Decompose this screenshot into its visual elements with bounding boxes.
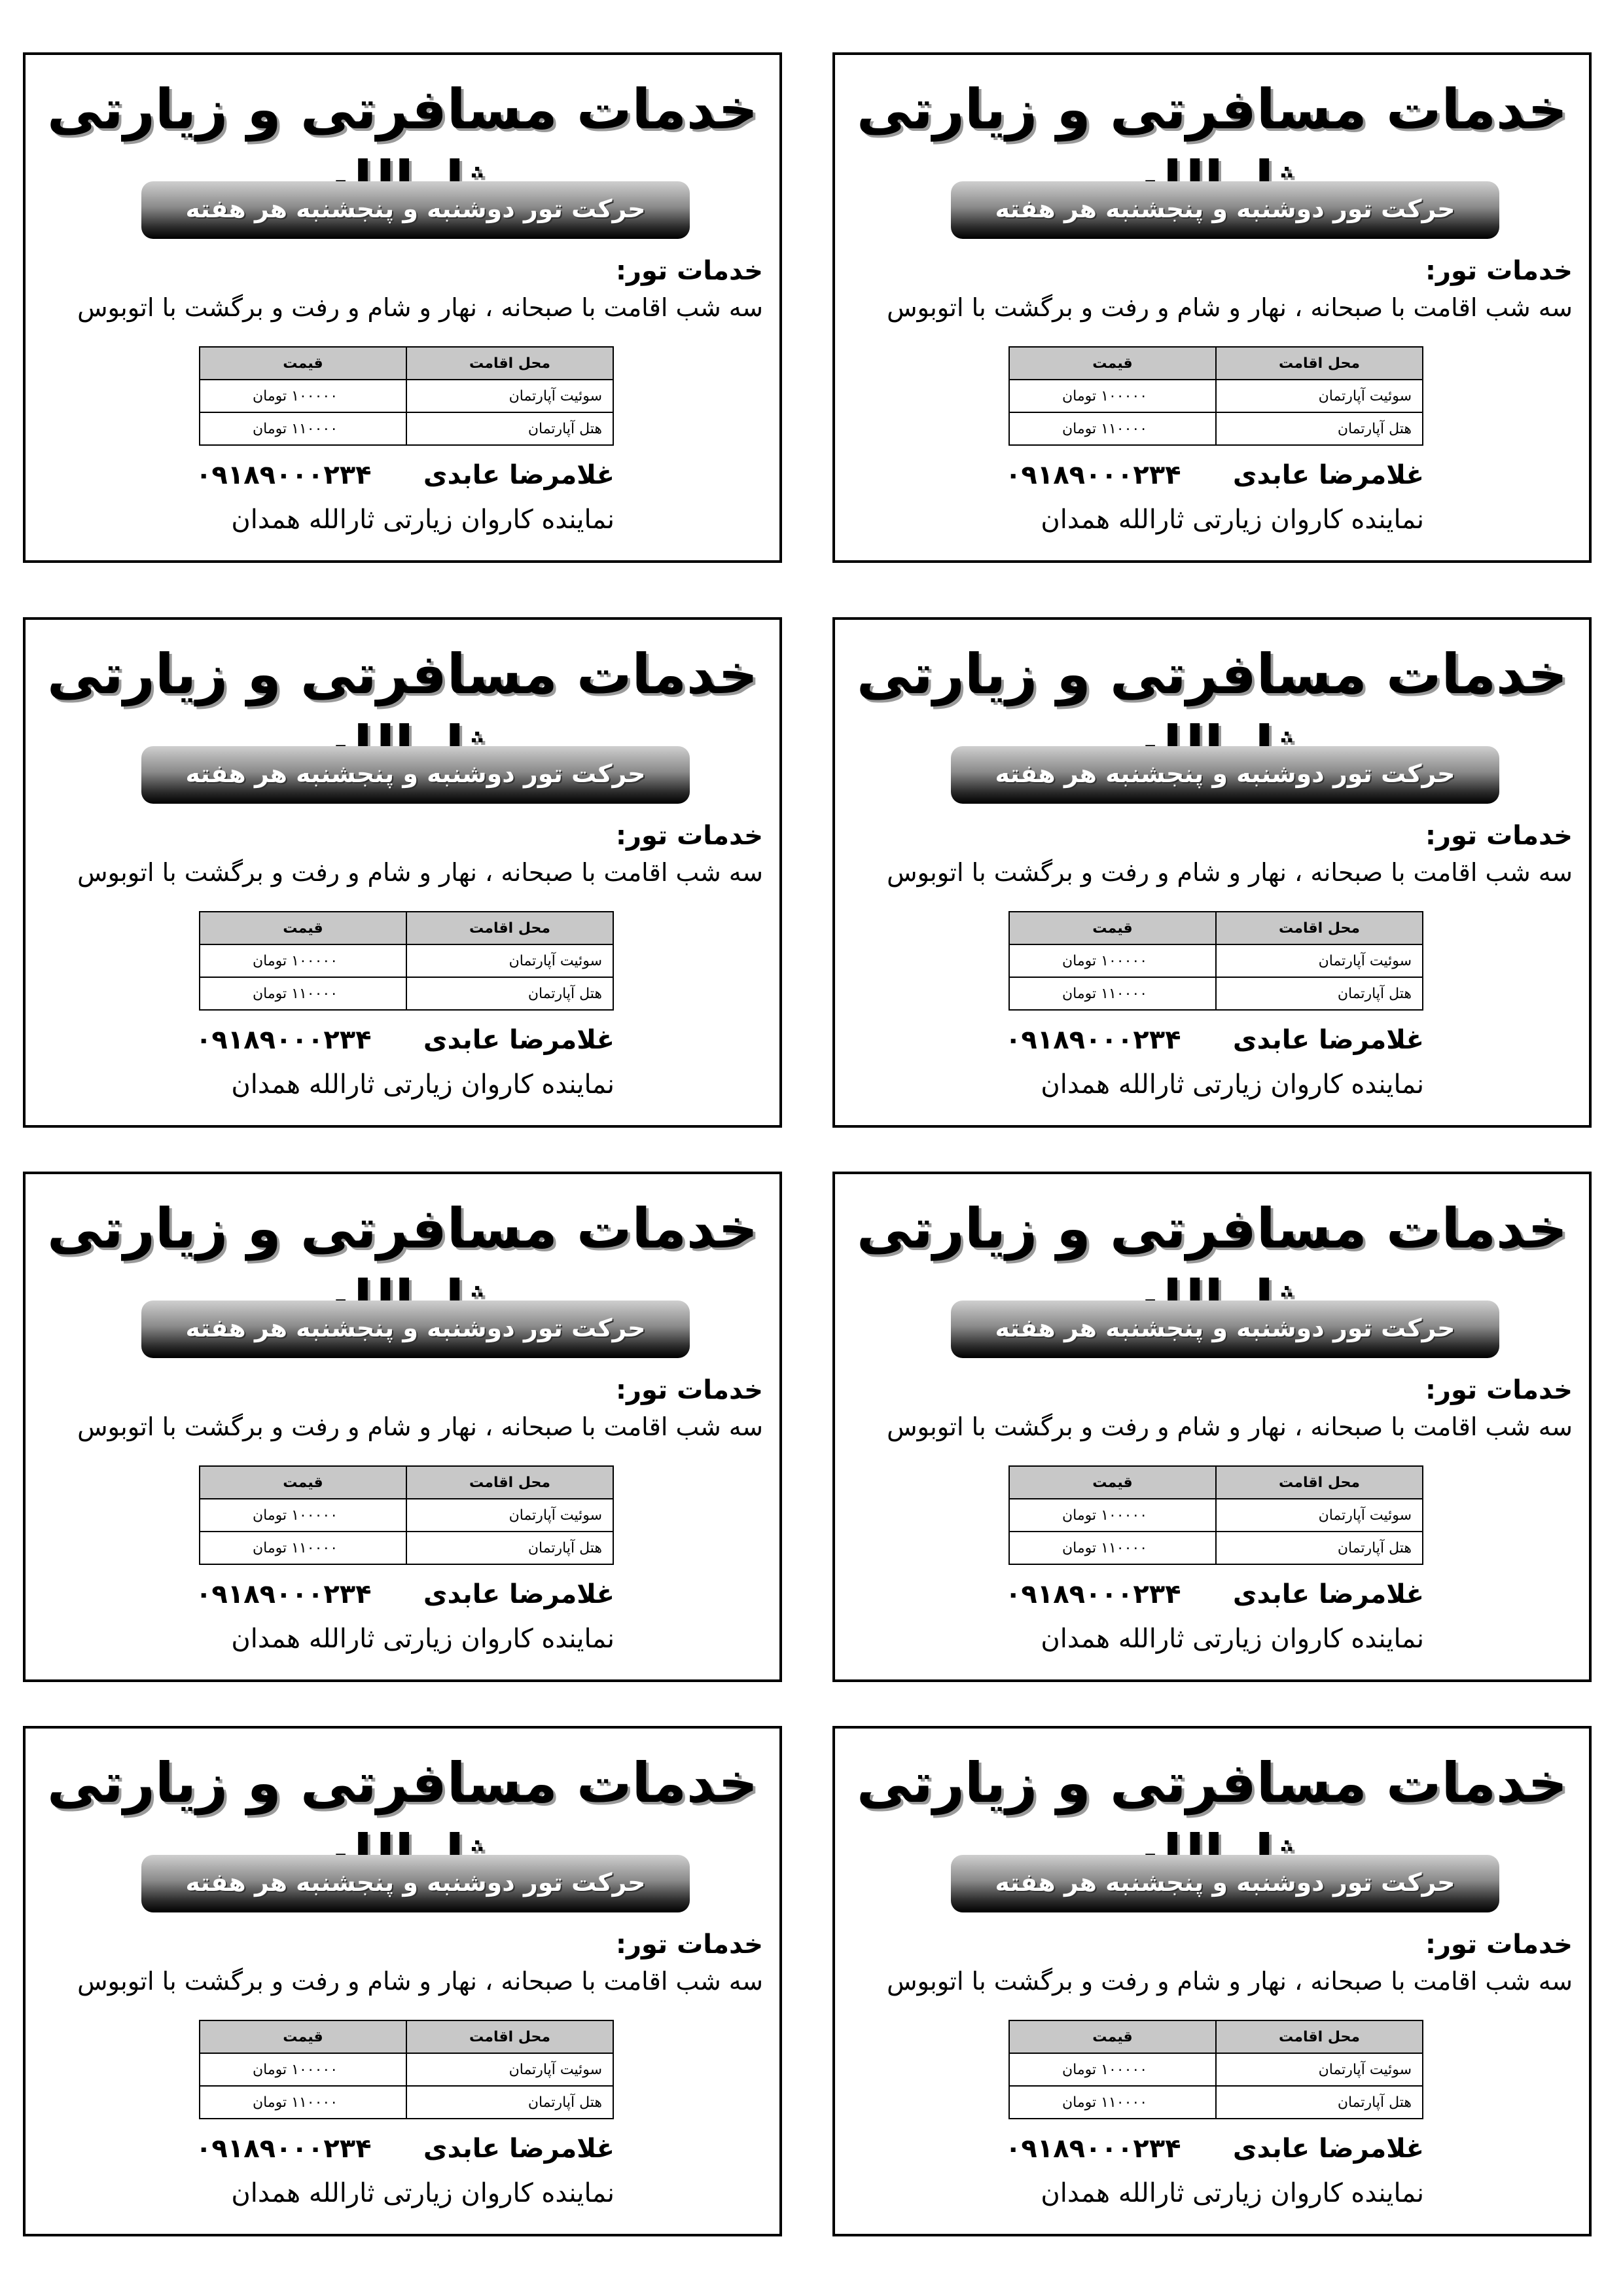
price-table-header (1009, 1466, 1423, 1499)
header-place: محل اقامت (406, 2020, 613, 2053)
price-table (1008, 2020, 1423, 2119)
row-place: هتل آپارتمان (1216, 1532, 1423, 1564)
card-title: خدمات مسافرتی و زیارتی (856, 1751, 1568, 1815)
contact-phone: ۰۹۱۸۹۰۰۰۲۳۴ (1005, 1579, 1181, 1609)
header-price: قیمت (200, 1466, 406, 1499)
table-row (200, 944, 613, 977)
contact-row (1005, 1020, 1424, 1060)
contact-name: غلامرضا عابدی (423, 460, 615, 490)
price-table (199, 911, 614, 1011)
schedule-banner: حرکت تور دوشنبه و پنجشنبه هر هفته (951, 1855, 1499, 1912)
flyer-card (832, 1172, 1592, 1682)
agent-line: نماینده کاروان زیارتی ثارالله همدان (1041, 2178, 1424, 2208)
services-heading: خدمات تور: (1425, 1375, 1573, 1405)
contact-row (1005, 456, 1424, 495)
header-place: محل اقامت (1216, 347, 1423, 380)
services-text: سه شب اقامت با صبحانه ، نهار و شام و رفت و برگشت با اتوبوس (887, 293, 1573, 322)
agent-line: نماینده کاروان زیارتی ثارالله همدان (231, 1069, 615, 1100)
services-heading: خدمات تور: (616, 256, 763, 286)
row-place: سوئیت آپارتمان (406, 2053, 613, 2086)
services-text: سه شب اقامت با صبحانه ، نهار و شام و رفت و برگشت با اتوبوس (887, 1412, 1573, 1441)
header-price: قیمت (200, 912, 406, 944)
card-title: خدمات مسافرتی و زیارتی (856, 642, 1568, 706)
agent-line: نماینده کاروان زیارتی ثارالله همدان (1041, 1624, 1424, 1654)
contact-phone: ۰۹۱۸۹۰۰۰۲۳۴ (196, 1025, 372, 1055)
services-text: سه شب اقامت با صبحانه ، نهار و شام و رفت و برگشت با اتوبوس (77, 858, 763, 887)
price-table (1008, 1465, 1423, 1565)
row-place: سوئیت آپارتمان (1216, 1499, 1423, 1532)
price-table (1008, 346, 1423, 446)
flyer-card (832, 52, 1592, 563)
header-place: محل اقامت (1216, 2020, 1423, 2053)
row-place: هتل آپارتمان (406, 412, 613, 445)
services-heading: خدمات تور: (1425, 256, 1573, 286)
row-place: سوئیت آپارتمان (1216, 380, 1423, 412)
contact-row (196, 456, 615, 495)
price-table-header (200, 2020, 613, 2053)
row-price: ۱۱۰۰۰۰ تومان (200, 2086, 406, 2119)
row-price: ۱۱۰۰۰۰ تومان (1009, 977, 1216, 1010)
price-table (1008, 911, 1423, 1011)
table-row (200, 2086, 613, 2119)
table-row (1009, 1499, 1423, 1532)
header-place: محل اقامت (406, 1466, 613, 1499)
row-price: ۱۰۰۰۰۰ تومان (200, 2053, 406, 2086)
price-table-header (1009, 2020, 1423, 2053)
card-title: خدمات مسافرتی و زیارتی (856, 77, 1568, 141)
contact-phone: ۰۹۱۸۹۰۰۰۲۳۴ (196, 2134, 372, 2164)
services-text: سه شب اقامت با صبحانه ، نهار و شام و رفت و برگشت با اتوبوس (77, 1967, 763, 1996)
table-row (200, 1532, 613, 1564)
row-place: سوئیت آپارتمان (1216, 944, 1423, 977)
header-price: قیمت (1009, 2020, 1216, 2053)
price-table-header (1009, 347, 1423, 380)
table-row (1009, 2053, 1423, 2086)
price-table (199, 2020, 614, 2119)
row-price: ۱۰۰۰۰۰ تومان (1009, 1499, 1216, 1532)
schedule-banner: حرکت تور دوشنبه و پنجشنبه هر هفته (141, 1300, 690, 1358)
row-price: ۱۱۰۰۰۰ تومان (200, 977, 406, 1010)
contact-row (196, 1575, 615, 1614)
row-place: هتل آپارتمان (1216, 977, 1423, 1010)
contact-name: غلامرضا عابدی (423, 2134, 615, 2164)
schedule-banner: حرکت تور دوشنبه و پنجشنبه هر هفته (141, 1855, 690, 1912)
agent-line: نماینده کاروان زیارتی ثارالله همدان (1041, 1069, 1424, 1100)
flyer-card (23, 617, 782, 1128)
agent-line: نماینده کاروان زیارتی ثارالله همدان (231, 505, 615, 535)
table-row (1009, 412, 1423, 445)
schedule-banner: حرکت تور دوشنبه و پنجشنبه هر هفته (141, 746, 690, 804)
header-price: قیمت (200, 2020, 406, 2053)
schedule-banner: حرکت تور دوشنبه و پنجشنبه هر هفته (951, 1300, 1499, 1358)
price-table (199, 346, 614, 446)
schedule-banner: حرکت تور دوشنبه و پنجشنبه هر هفته (951, 746, 1499, 804)
card-title: خدمات مسافرتی و زیارتی (46, 642, 758, 706)
price-table (199, 1465, 614, 1565)
card-title: خدمات مسافرتی و زیارتی (46, 1196, 758, 1261)
contact-name: غلامرضا عابدی (1232, 1579, 1424, 1609)
table-row (1009, 2086, 1423, 2119)
row-place: سوئیت آپارتمان (406, 944, 613, 977)
contact-name: غلامرضا عابدی (1232, 460, 1424, 490)
contact-phone: ۰۹۱۸۹۰۰۰۲۳۴ (1005, 1025, 1181, 1055)
row-place: هتل آپارتمان (1216, 2086, 1423, 2119)
row-place: هتل آپارتمان (406, 1532, 613, 1564)
table-row (200, 1499, 613, 1532)
services-heading: خدمات تور: (1425, 1929, 1573, 1960)
contact-name: غلامرضا عابدی (423, 1579, 615, 1609)
contact-row (1005, 2129, 1424, 2168)
agent-line: نماینده کاروان زیارتی ثارالله همدان (231, 1624, 615, 1654)
contact-row (196, 1020, 615, 1060)
row-price: ۱۰۰۰۰۰ تومان (1009, 944, 1216, 977)
table-row (200, 412, 613, 445)
schedule-banner: حرکت تور دوشنبه و پنجشنبه هر هفته (951, 181, 1499, 239)
price-table-header (200, 347, 613, 380)
table-row (1009, 380, 1423, 412)
table-row (1009, 1532, 1423, 1564)
header-place: محل اقامت (1216, 1466, 1423, 1499)
row-price: ۱۰۰۰۰۰ تومان (200, 380, 406, 412)
contact-phone: ۰۹۱۸۹۰۰۰۲۳۴ (196, 1579, 372, 1609)
services-heading: خدمات تور: (1425, 821, 1573, 851)
price-table-header (200, 1466, 613, 1499)
agent-line: نماینده کاروان زیارتی ثارالله همدان (1041, 505, 1424, 535)
price-table-header (1009, 912, 1423, 944)
contact-phone: ۰۹۱۸۹۰۰۰۲۳۴ (1005, 2134, 1181, 2164)
flyer-card (23, 52, 782, 563)
contact-name: غلامرضا عابدی (423, 1025, 615, 1055)
services-text: سه شب اقامت با صبحانه ، نهار و شام و رفت و برگشت با اتوبوس (77, 293, 763, 322)
header-price: قیمت (1009, 912, 1216, 944)
flyer-card (832, 617, 1592, 1128)
row-place: سوئیت آپارتمان (406, 1499, 613, 1532)
table-row (200, 977, 613, 1010)
services-text: سه شب اقامت با صبحانه ، نهار و شام و رفت و برگشت با اتوبوس (887, 858, 1573, 887)
row-price: ۱۱۰۰۰۰ تومان (1009, 2086, 1216, 2119)
card-title: خدمات مسافرتی و زیارتی (46, 77, 758, 141)
row-price: ۱۱۰۰۰۰ تومان (1009, 412, 1216, 445)
schedule-banner: حرکت تور دوشنبه و پنجشنبه هر هفته (141, 181, 690, 239)
contact-row (196, 2129, 615, 2168)
row-price: ۱۰۰۰۰۰ تومان (1009, 380, 1216, 412)
row-place: هتل آپارتمان (406, 2086, 613, 2119)
header-price: قیمت (200, 347, 406, 380)
row-place: سوئیت آپارتمان (1216, 2053, 1423, 2086)
table-row (200, 380, 613, 412)
contact-phone: ۰۹۱۸۹۰۰۰۲۳۴ (196, 460, 372, 490)
row-place: هتل آپارتمان (406, 977, 613, 1010)
contact-name: غلامرضا عابدی (1232, 1025, 1424, 1055)
row-place: هتل آپارتمان (1216, 412, 1423, 445)
contact-row (1005, 1575, 1424, 1614)
price-table-header (200, 912, 613, 944)
header-place: محل اقامت (406, 912, 613, 944)
services-heading: خدمات تور: (616, 1929, 763, 1960)
header-price: قیمت (1009, 347, 1216, 380)
header-place: محل اقامت (406, 347, 613, 380)
services-text: سه شب اقامت با صبحانه ، نهار و شام و رفت و برگشت با اتوبوس (77, 1412, 763, 1441)
header-price: قیمت (1009, 1466, 1216, 1499)
card-title: خدمات مسافرتی و زیارتی (856, 1196, 1568, 1261)
table-row (1009, 977, 1423, 1010)
row-place: سوئیت آپارتمان (406, 380, 613, 412)
row-price: ۱۱۰۰۰۰ تومان (200, 412, 406, 445)
agent-line: نماینده کاروان زیارتی ثارالله همدان (231, 2178, 615, 2208)
card-title: خدمات مسافرتی و زیارتی (46, 1751, 758, 1815)
table-row (200, 2053, 613, 2086)
contact-phone: ۰۹۱۸۹۰۰۰۲۳۴ (1005, 460, 1181, 490)
row-price: ۱۱۰۰۰۰ تومان (200, 1532, 406, 1564)
flyer-card (23, 1726, 782, 2236)
row-price: ۱۰۰۰۰۰ تومان (200, 1499, 406, 1532)
services-heading: خدمات تور: (616, 821, 763, 851)
contact-name: غلامرضا عابدی (1232, 2134, 1424, 2164)
services-text: سه شب اقامت با صبحانه ، نهار و شام و رفت و برگشت با اتوبوس (887, 1967, 1573, 1996)
row-price: ۱۰۰۰۰۰ تومان (200, 944, 406, 977)
table-row (1009, 944, 1423, 977)
flyer-card (832, 1726, 1592, 2236)
header-place: محل اقامت (1216, 912, 1423, 944)
services-heading: خدمات تور: (616, 1375, 763, 1405)
row-price: ۱۰۰۰۰۰ تومان (1009, 2053, 1216, 2086)
flyer-card (23, 1172, 782, 1682)
row-price: ۱۱۰۰۰۰ تومان (1009, 1532, 1216, 1564)
